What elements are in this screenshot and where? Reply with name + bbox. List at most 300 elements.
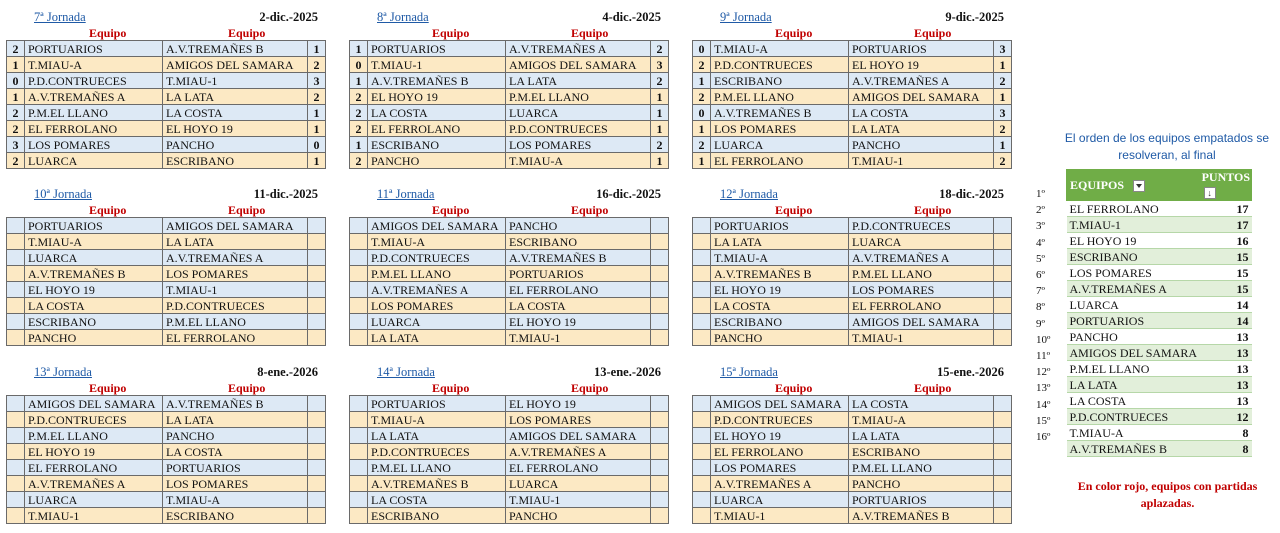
home-score[interactable]: 1	[693, 73, 711, 89]
away-team[interactable]: LA COSTA	[849, 105, 994, 121]
away-score[interactable]	[308, 444, 326, 460]
away-team[interactable]: LUARCA	[506, 476, 651, 492]
home-team[interactable]: LA LATA	[368, 330, 506, 346]
away-score[interactable]	[651, 298, 669, 314]
home-score[interactable]	[693, 508, 711, 524]
away-team[interactable]: ESCRIBANO	[849, 444, 994, 460]
home-score[interactable]	[7, 412, 25, 428]
away-score[interactable]	[308, 508, 326, 524]
home-team[interactable]: A.V.TREMAÑES A	[711, 476, 849, 492]
home-score[interactable]: 0	[350, 57, 368, 73]
home-score[interactable]	[350, 218, 368, 234]
away-team[interactable]: LOS POMARES	[163, 476, 308, 492]
away-team[interactable]: EL FERROLANO	[506, 282, 651, 298]
home-team[interactable]: T.MIAU-A	[25, 234, 163, 250]
away-score[interactable]	[308, 476, 326, 492]
away-team[interactable]: LA LATA	[163, 412, 308, 428]
home-score[interactable]	[693, 282, 711, 298]
home-score[interactable]	[7, 266, 25, 282]
home-score[interactable]	[350, 330, 368, 346]
home-score[interactable]	[7, 476, 25, 492]
home-team[interactable]: PORTUARIOS	[368, 41, 506, 57]
home-team[interactable]: P.M.EL LLANO	[25, 105, 163, 121]
away-score[interactable]: 3	[994, 105, 1012, 121]
home-team[interactable]: ESCRIBANO	[25, 314, 163, 330]
standings-team[interactable]: PANCHO	[1067, 329, 1201, 345]
home-team[interactable]: LA LATA	[711, 234, 849, 250]
away-team[interactable]: AMIGOS DEL SAMARA	[849, 89, 994, 105]
standings-team[interactable]: AMIGOS DEL SAMARA	[1067, 345, 1201, 361]
home-team[interactable]: T.MIAU-A	[711, 250, 849, 266]
away-team[interactable]: EL HOYO 19	[506, 396, 651, 412]
away-team[interactable]: PANCHO	[163, 137, 308, 153]
away-score[interactable]	[651, 330, 669, 346]
home-score[interactable]: 1	[350, 41, 368, 57]
standings-team[interactable]: EL FERROLANO	[1067, 201, 1201, 217]
home-team[interactable]: A.V.TREMAÑES B	[368, 476, 506, 492]
home-score[interactable]	[693, 314, 711, 330]
home-score[interactable]	[7, 460, 25, 476]
home-team[interactable]: LUARCA	[711, 492, 849, 508]
away-team[interactable]: EL HOYO 19	[506, 314, 651, 330]
away-score[interactable]	[994, 298, 1012, 314]
home-score[interactable]	[350, 282, 368, 298]
standings-points[interactable]: 16	[1200, 233, 1251, 249]
home-team[interactable]: P.D.CONTRUECES	[711, 412, 849, 428]
away-score[interactable]: 2	[994, 121, 1012, 137]
home-score[interactable]	[7, 218, 25, 234]
away-score[interactable]	[994, 266, 1012, 282]
away-team[interactable]: PORTUARIOS	[849, 492, 994, 508]
jornada-title-link[interactable]: 11ª Jornada	[377, 187, 435, 201]
home-score[interactable]: 2	[350, 153, 368, 169]
away-score[interactable]: 1	[308, 153, 326, 169]
away-score[interactable]	[308, 314, 326, 330]
away-score[interactable]: 3	[308, 73, 326, 89]
home-score[interactable]: 1	[7, 57, 25, 73]
home-score[interactable]	[350, 460, 368, 476]
home-score[interactable]: 0	[7, 73, 25, 89]
home-team[interactable]: LOS POMARES	[368, 298, 506, 314]
away-team[interactable]: T.MIAU-1	[506, 330, 651, 346]
away-team[interactable]: T.MIAU-1	[849, 153, 994, 169]
away-score[interactable]	[651, 460, 669, 476]
away-score[interactable]	[994, 314, 1012, 330]
home-team[interactable]: PORTUARIOS	[25, 41, 163, 57]
home-team[interactable]: EL HOYO 19	[368, 89, 506, 105]
home-score[interactable]	[7, 492, 25, 508]
away-score[interactable]	[308, 460, 326, 476]
home-score[interactable]	[7, 282, 25, 298]
standings-team[interactable]: A.V.TREMAÑES B	[1067, 441, 1201, 457]
away-team[interactable]: LA COSTA	[163, 105, 308, 121]
home-score[interactable]	[350, 492, 368, 508]
away-team[interactable]: PORTUARIOS	[506, 266, 651, 282]
home-team[interactable]: T.MIAU-A	[25, 57, 163, 73]
away-score[interactable]: 3	[651, 57, 669, 73]
home-score[interactable]: 2	[693, 57, 711, 73]
home-team[interactable]: PANCHO	[711, 330, 849, 346]
away-team[interactable]: AMIGOS DEL SAMARA	[163, 218, 308, 234]
home-team[interactable]: LOS POMARES	[25, 137, 163, 153]
standings-points[interactable]: 13	[1200, 329, 1251, 345]
home-score[interactable]	[693, 234, 711, 250]
home-team[interactable]: P.M.EL LLANO	[368, 266, 506, 282]
home-score[interactable]	[350, 396, 368, 412]
away-score[interactable]	[651, 476, 669, 492]
standings-team[interactable]: LA LATA	[1067, 377, 1201, 393]
away-team[interactable]: AMIGOS DEL SAMARA	[163, 57, 308, 73]
home-score[interactable]	[693, 428, 711, 444]
standings-points[interactable]: 13	[1200, 377, 1251, 393]
home-score[interactable]: 1	[350, 73, 368, 89]
home-score[interactable]: 3	[7, 137, 25, 153]
away-score[interactable]: 1	[651, 121, 669, 137]
away-team[interactable]: T.MIAU-A	[506, 153, 651, 169]
standings-header-team[interactable]	[1067, 170, 1201, 201]
away-team[interactable]: P.D.CONTRUECES	[506, 121, 651, 137]
away-team[interactable]: PANCHO	[506, 508, 651, 524]
away-score[interactable]: 2	[651, 137, 669, 153]
home-score[interactable]	[693, 476, 711, 492]
home-team[interactable]: A.V.TREMAÑES B	[711, 105, 849, 121]
home-team[interactable]: ESCRIBANO	[368, 508, 506, 524]
home-team[interactable]: T.MIAU-1	[368, 57, 506, 73]
home-team[interactable]: AMIGOS DEL SAMARA	[25, 396, 163, 412]
standings-points[interactable]: 14	[1200, 297, 1251, 313]
away-team[interactable]: T.MIAU-A	[849, 412, 994, 428]
away-score[interactable]	[994, 234, 1012, 250]
home-score[interactable]	[693, 330, 711, 346]
standings-team[interactable]: PORTUARIOS	[1067, 313, 1201, 329]
home-team[interactable]: A.V.TREMAÑES B	[368, 73, 506, 89]
home-team[interactable]: LA COSTA	[25, 298, 163, 314]
home-team[interactable]: LA COSTA	[368, 105, 506, 121]
away-score[interactable]	[308, 266, 326, 282]
home-team[interactable]: ESCRIBANO	[368, 137, 506, 153]
away-team[interactable]: P.D.CONTRUECES	[849, 218, 994, 234]
away-score[interactable]	[651, 428, 669, 444]
away-team[interactable]: PANCHO	[506, 218, 651, 234]
home-team[interactable]: P.M.EL LLANO	[711, 89, 849, 105]
away-score[interactable]	[994, 460, 1012, 476]
home-team[interactable]: P.D.CONTRUECES	[711, 57, 849, 73]
home-team[interactable]: LOS POMARES	[711, 460, 849, 476]
away-team[interactable]: A.V.TREMAÑES A	[506, 444, 651, 460]
standings-points[interactable]: 8	[1200, 441, 1251, 457]
home-score[interactable]: 2	[7, 121, 25, 137]
home-team[interactable]: A.V.TREMAÑES B	[25, 266, 163, 282]
away-score[interactable]: 1	[994, 89, 1012, 105]
home-score[interactable]: 2	[7, 105, 25, 121]
away-team[interactable]: P.D.CONTRUECES	[163, 298, 308, 314]
away-score[interactable]	[308, 234, 326, 250]
sort-filter-icon[interactable]: ↓	[1204, 187, 1216, 199]
away-score[interactable]: 3	[994, 41, 1012, 57]
home-team[interactable]: LUARCA	[368, 314, 506, 330]
away-team[interactable]: LA COSTA	[163, 444, 308, 460]
away-team[interactable]: PANCHO	[163, 428, 308, 444]
away-score[interactable]: 2	[651, 41, 669, 57]
home-score[interactable]	[350, 428, 368, 444]
home-team[interactable]: EL FERROLANO	[711, 153, 849, 169]
home-team[interactable]: EL FERROLANO	[711, 444, 849, 460]
away-score[interactable]: 1	[994, 137, 1012, 153]
home-score[interactable]	[693, 218, 711, 234]
home-score[interactable]	[350, 476, 368, 492]
away-team[interactable]: A.V.TREMAÑES B	[506, 250, 651, 266]
home-score[interactable]: 2	[350, 121, 368, 137]
home-score[interactable]	[350, 314, 368, 330]
away-team[interactable]: P.M.EL LLANO	[506, 89, 651, 105]
jornada-title-link[interactable]: 8ª Jornada	[377, 10, 429, 24]
away-team[interactable]: EL FERROLANO	[849, 298, 994, 314]
home-score[interactable]: 2	[350, 89, 368, 105]
away-team[interactable]: A.V.TREMAÑES B	[849, 508, 994, 524]
away-team[interactable]: T.MIAU-A	[163, 492, 308, 508]
away-score[interactable]	[994, 396, 1012, 412]
home-team[interactable]: ESCRIBANO	[711, 73, 849, 89]
away-team[interactable]: EL HOYO 19	[163, 121, 308, 137]
away-team[interactable]: LOS POMARES	[163, 266, 308, 282]
home-team[interactable]: EL FERROLANO	[368, 121, 506, 137]
home-team[interactable]: PANCHO	[368, 153, 506, 169]
home-score[interactable]	[693, 412, 711, 428]
away-score[interactable]: 2	[994, 73, 1012, 89]
home-score[interactable]	[7, 234, 25, 250]
away-team[interactable]: LOS POMARES	[506, 137, 651, 153]
home-team[interactable]: T.MIAU-A	[368, 234, 506, 250]
away-score[interactable]: 0	[308, 137, 326, 153]
home-score[interactable]: 2	[7, 41, 25, 57]
away-team[interactable]: A.V.TREMAÑES A	[849, 73, 994, 89]
away-score[interactable]	[651, 282, 669, 298]
away-team[interactable]: LA LATA	[849, 121, 994, 137]
standings-points[interactable]: 13	[1200, 345, 1251, 361]
home-score[interactable]	[350, 250, 368, 266]
home-team[interactable]: A.V.TREMAÑES A	[25, 89, 163, 105]
away-team[interactable]: T.MIAU-1	[163, 282, 308, 298]
away-score[interactable]	[994, 492, 1012, 508]
home-score[interactable]	[693, 250, 711, 266]
jornada-title-link[interactable]: 9ª Jornada	[720, 10, 772, 24]
home-score[interactable]	[350, 234, 368, 250]
home-score[interactable]	[693, 460, 711, 476]
home-team[interactable]: EL HOYO 19	[711, 428, 849, 444]
away-score[interactable]	[651, 412, 669, 428]
away-score[interactable]	[651, 250, 669, 266]
away-team[interactable]: T.MIAU-1	[849, 330, 994, 346]
home-score[interactable]: 1	[7, 89, 25, 105]
home-score[interactable]	[350, 266, 368, 282]
standings-points[interactable]: 13	[1200, 393, 1251, 409]
away-score[interactable]	[651, 218, 669, 234]
away-team[interactable]: AMIGOS DEL SAMARA	[849, 314, 994, 330]
away-team[interactable]: A.V.TREMAÑES B	[163, 396, 308, 412]
away-score[interactable]	[308, 428, 326, 444]
away-score[interactable]	[994, 428, 1012, 444]
standings-team[interactable]: T.MIAU-1	[1067, 217, 1201, 233]
away-team[interactable]: A.V.TREMAÑES A	[849, 250, 994, 266]
away-score[interactable]	[308, 396, 326, 412]
away-team[interactable]: LUARCA	[849, 234, 994, 250]
away-team[interactable]: A.V.TREMAÑES A	[506, 41, 651, 57]
away-score[interactable]: 1	[308, 105, 326, 121]
away-team[interactable]: LOS POMARES	[506, 412, 651, 428]
away-score[interactable]	[994, 330, 1012, 346]
away-score[interactable]	[994, 282, 1012, 298]
jornada-title-link[interactable]: 12ª Jornada	[720, 187, 778, 201]
away-score[interactable]	[308, 298, 326, 314]
away-team[interactable]: LA COSTA	[506, 298, 651, 314]
home-score[interactable]	[7, 508, 25, 524]
standings-points[interactable]: 15	[1200, 249, 1251, 265]
standings-team[interactable]: ESCRIBANO	[1067, 249, 1201, 265]
home-team[interactable]: PORTUARIOS	[711, 218, 849, 234]
standings-team[interactable]: LOS POMARES	[1067, 265, 1201, 281]
home-team[interactable]: P.D.CONTRUECES	[368, 444, 506, 460]
standings-points[interactable]: 17	[1200, 201, 1251, 217]
away-team[interactable]: P.M.EL LLANO	[849, 460, 994, 476]
away-score[interactable]	[994, 218, 1012, 234]
away-score[interactable]	[308, 492, 326, 508]
away-team[interactable]: EL FERROLANO	[163, 330, 308, 346]
home-team[interactable]: A.V.TREMAÑES A	[25, 476, 163, 492]
home-team[interactable]: T.MIAU-1	[711, 508, 849, 524]
away-score[interactable]	[994, 508, 1012, 524]
away-score[interactable]	[994, 250, 1012, 266]
away-team[interactable]: LA LATA	[163, 89, 308, 105]
away-score[interactable]	[994, 444, 1012, 460]
home-team[interactable]: P.D.CONTRUECES	[368, 250, 506, 266]
away-score[interactable]	[308, 330, 326, 346]
home-score[interactable]	[693, 396, 711, 412]
home-score[interactable]: 1	[693, 121, 711, 137]
away-team[interactable]: AMIGOS DEL SAMARA	[506, 57, 651, 73]
away-team[interactable]: T.MIAU-1	[506, 492, 651, 508]
away-score[interactable]	[651, 266, 669, 282]
jornada-title-link[interactable]: 7ª Jornada	[34, 10, 86, 24]
home-team[interactable]: LOS POMARES	[711, 121, 849, 137]
home-team[interactable]: LUARCA	[25, 153, 163, 169]
away-team[interactable]: PORTUARIOS	[163, 460, 308, 476]
away-team[interactable]: PANCHO	[849, 137, 994, 153]
standings-points[interactable]: 13	[1200, 361, 1251, 377]
home-score[interactable]: 0	[693, 105, 711, 121]
home-team[interactable]: EL HOYO 19	[25, 282, 163, 298]
home-score[interactable]	[7, 298, 25, 314]
away-team[interactable]: LOS POMARES	[849, 282, 994, 298]
away-score[interactable]	[651, 492, 669, 508]
away-score[interactable]	[308, 218, 326, 234]
home-score[interactable]	[693, 444, 711, 460]
away-score[interactable]: 1	[994, 57, 1012, 73]
away-team[interactable]: EL FERROLANO	[506, 460, 651, 476]
home-team[interactable]: ESCRIBANO	[711, 314, 849, 330]
home-team[interactable]: LA COSTA	[711, 298, 849, 314]
home-score[interactable]: 2	[7, 153, 25, 169]
away-score[interactable]	[308, 282, 326, 298]
standings-points[interactable]: 12	[1200, 409, 1251, 425]
home-team[interactable]: LUARCA	[711, 137, 849, 153]
away-score[interactable]	[994, 476, 1012, 492]
away-team[interactable]: ESCRIBANO	[163, 508, 308, 524]
away-team[interactable]: EL HOYO 19	[849, 57, 994, 73]
home-team[interactable]: LUARCA	[25, 250, 163, 266]
away-score[interactable]	[308, 412, 326, 428]
away-team[interactable]: LA LATA	[163, 234, 308, 250]
away-team[interactable]: AMIGOS DEL SAMARA	[506, 428, 651, 444]
away-score[interactable]	[651, 508, 669, 524]
standings-team[interactable]: LUARCA	[1067, 297, 1201, 313]
home-team[interactable]: P.M.EL LLANO	[368, 460, 506, 476]
away-team[interactable]: T.MIAU-1	[163, 73, 308, 89]
away-score[interactable]	[651, 444, 669, 460]
home-score[interactable]	[7, 396, 25, 412]
away-score[interactable]: 1	[651, 105, 669, 121]
away-score[interactable]	[651, 396, 669, 412]
standings-points[interactable]: 15	[1200, 281, 1251, 297]
home-score[interactable]: 1	[350, 137, 368, 153]
home-team[interactable]: PORTUARIOS	[25, 218, 163, 234]
home-team[interactable]: A.V.TREMAÑES B	[711, 266, 849, 282]
home-score[interactable]	[350, 508, 368, 524]
away-score[interactable]	[994, 412, 1012, 428]
away-score[interactable]: 1	[651, 153, 669, 169]
home-team[interactable]: A.V.TREMAÑES A	[368, 282, 506, 298]
home-score[interactable]	[7, 428, 25, 444]
home-team[interactable]: T.MIAU-A	[368, 412, 506, 428]
away-score[interactable]: 2	[308, 57, 326, 73]
home-score[interactable]: 1	[693, 153, 711, 169]
home-score[interactable]: 2	[693, 137, 711, 153]
jornada-title-link[interactable]: 10ª Jornada	[34, 187, 92, 201]
away-team[interactable]: LA LATA	[506, 73, 651, 89]
home-team[interactable]: LA COSTA	[368, 492, 506, 508]
away-score[interactable]	[308, 250, 326, 266]
home-score[interactable]	[693, 266, 711, 282]
standings-team[interactable]: T.MIAU-A	[1067, 425, 1201, 441]
standings-points[interactable]: 17	[1200, 217, 1251, 233]
standings-team[interactable]: A.V.TREMAÑES A	[1067, 281, 1201, 297]
away-team[interactable]: PANCHO	[849, 476, 994, 492]
home-score[interactable]	[7, 330, 25, 346]
away-team[interactable]: A.V.TREMAÑES B	[163, 41, 308, 57]
home-score[interactable]: 0	[693, 41, 711, 57]
home-score[interactable]: 2	[693, 89, 711, 105]
away-team[interactable]: P.M.EL LLANO	[849, 266, 994, 282]
away-score[interactable]: 1	[651, 89, 669, 105]
standings-points[interactable]: 14	[1200, 313, 1251, 329]
home-score[interactable]	[7, 314, 25, 330]
away-team[interactable]: LA LATA	[849, 428, 994, 444]
home-team[interactable]: LA LATA	[368, 428, 506, 444]
home-team[interactable]: P.D.CONTRUECES	[25, 412, 163, 428]
jornada-title-link[interactable]: 14ª Jornada	[377, 365, 435, 379]
standings-team[interactable]: LA COSTA	[1067, 393, 1201, 409]
away-score[interactable]: 2	[994, 153, 1012, 169]
home-team[interactable]: T.MIAU-1	[25, 508, 163, 524]
standings-team[interactable]: P.M.EL LLANO	[1067, 361, 1201, 377]
away-score[interactable]	[651, 314, 669, 330]
home-score[interactable]	[7, 250, 25, 266]
standings-team[interactable]: P.D.CONTRUECES	[1067, 409, 1201, 425]
jornada-title-link[interactable]: 15ª Jornada	[720, 365, 778, 379]
home-team[interactable]: EL HOYO 19	[25, 444, 163, 460]
home-team[interactable]: LUARCA	[25, 492, 163, 508]
home-score[interactable]	[7, 444, 25, 460]
home-team[interactable]: AMIGOS DEL SAMARA	[711, 396, 849, 412]
